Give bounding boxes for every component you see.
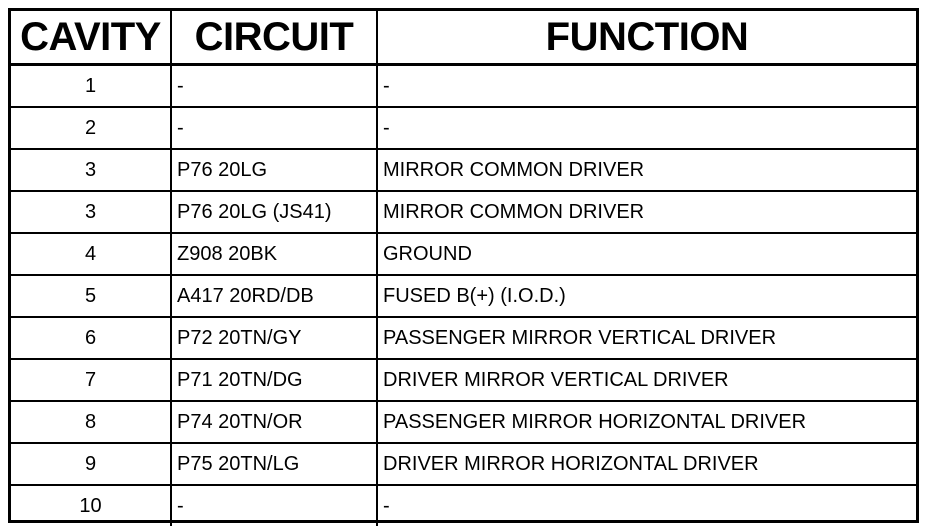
table-row — [11, 401, 916, 443]
function-cell: PASSENGER MIRROR VERTICAL DRIVER — [377, 317, 916, 359]
function-cell: FUSED B(+) (I.O.D.) — [377, 275, 916, 317]
cavity-cell: 8 — [11, 401, 171, 443]
circuit-cell: P74 20TN/OR — [171, 401, 377, 443]
header-function: FUNCTION — [377, 11, 916, 65]
connector-pinout-table — [11, 11, 916, 526]
function-cell: - — [377, 485, 916, 526]
circuit-cell: - — [171, 107, 377, 149]
table-row — [11, 233, 916, 275]
circuit-cell: P76 20LG (JS41) — [171, 191, 377, 233]
circuit-cell: A417 20RD/DB — [171, 275, 377, 317]
table-row — [11, 191, 916, 233]
circuit-cell: P75 20TN/LG — [171, 443, 377, 485]
function-cell: - — [377, 107, 916, 149]
function-cell: DRIVER MIRROR HORIZONTAL DRIVER — [377, 443, 916, 485]
cavity-cell: 1 — [11, 65, 171, 108]
function-cell: MIRROR COMMON DRIVER — [377, 149, 916, 191]
circuit-cell: P76 20LG — [171, 149, 377, 191]
cavity-cell: 2 — [11, 107, 171, 149]
function-cell: - — [377, 65, 916, 108]
function-cell: DRIVER MIRROR VERTICAL DRIVER — [377, 359, 916, 401]
table-row — [11, 275, 916, 317]
table-row — [11, 149, 916, 191]
circuit-cell: P72 20TN/GY — [171, 317, 377, 359]
table-row — [11, 359, 916, 401]
cavity-cell: 9 — [11, 443, 171, 485]
circuit-cell: Z908 20BK — [171, 233, 377, 275]
function-cell: PASSENGER MIRROR HORIZONTAL DRIVER — [377, 401, 916, 443]
circuit-cell: - — [171, 65, 377, 108]
circuit-cell: - — [171, 485, 377, 526]
header-row — [11, 11, 916, 65]
header-cavity: CAVITY — [11, 11, 171, 65]
table-row — [11, 485, 916, 526]
function-cell: GROUND — [377, 233, 916, 275]
connector-pinout-table-frame — [8, 8, 919, 523]
table-row — [11, 65, 916, 108]
cavity-cell: 5 — [11, 275, 171, 317]
cavity-cell: 7 — [11, 359, 171, 401]
cavity-cell: 3 — [11, 149, 171, 191]
function-cell: MIRROR COMMON DRIVER — [377, 191, 916, 233]
circuit-cell: P71 20TN/DG — [171, 359, 377, 401]
header-circuit: CIRCUIT — [171, 11, 377, 65]
cavity-cell: 4 — [11, 233, 171, 275]
cavity-cell: 10 — [11, 485, 171, 526]
table-row — [11, 317, 916, 359]
table-row — [11, 107, 916, 149]
cavity-cell: 6 — [11, 317, 171, 359]
table-row — [11, 443, 916, 485]
cavity-cell: 3 — [11, 191, 171, 233]
